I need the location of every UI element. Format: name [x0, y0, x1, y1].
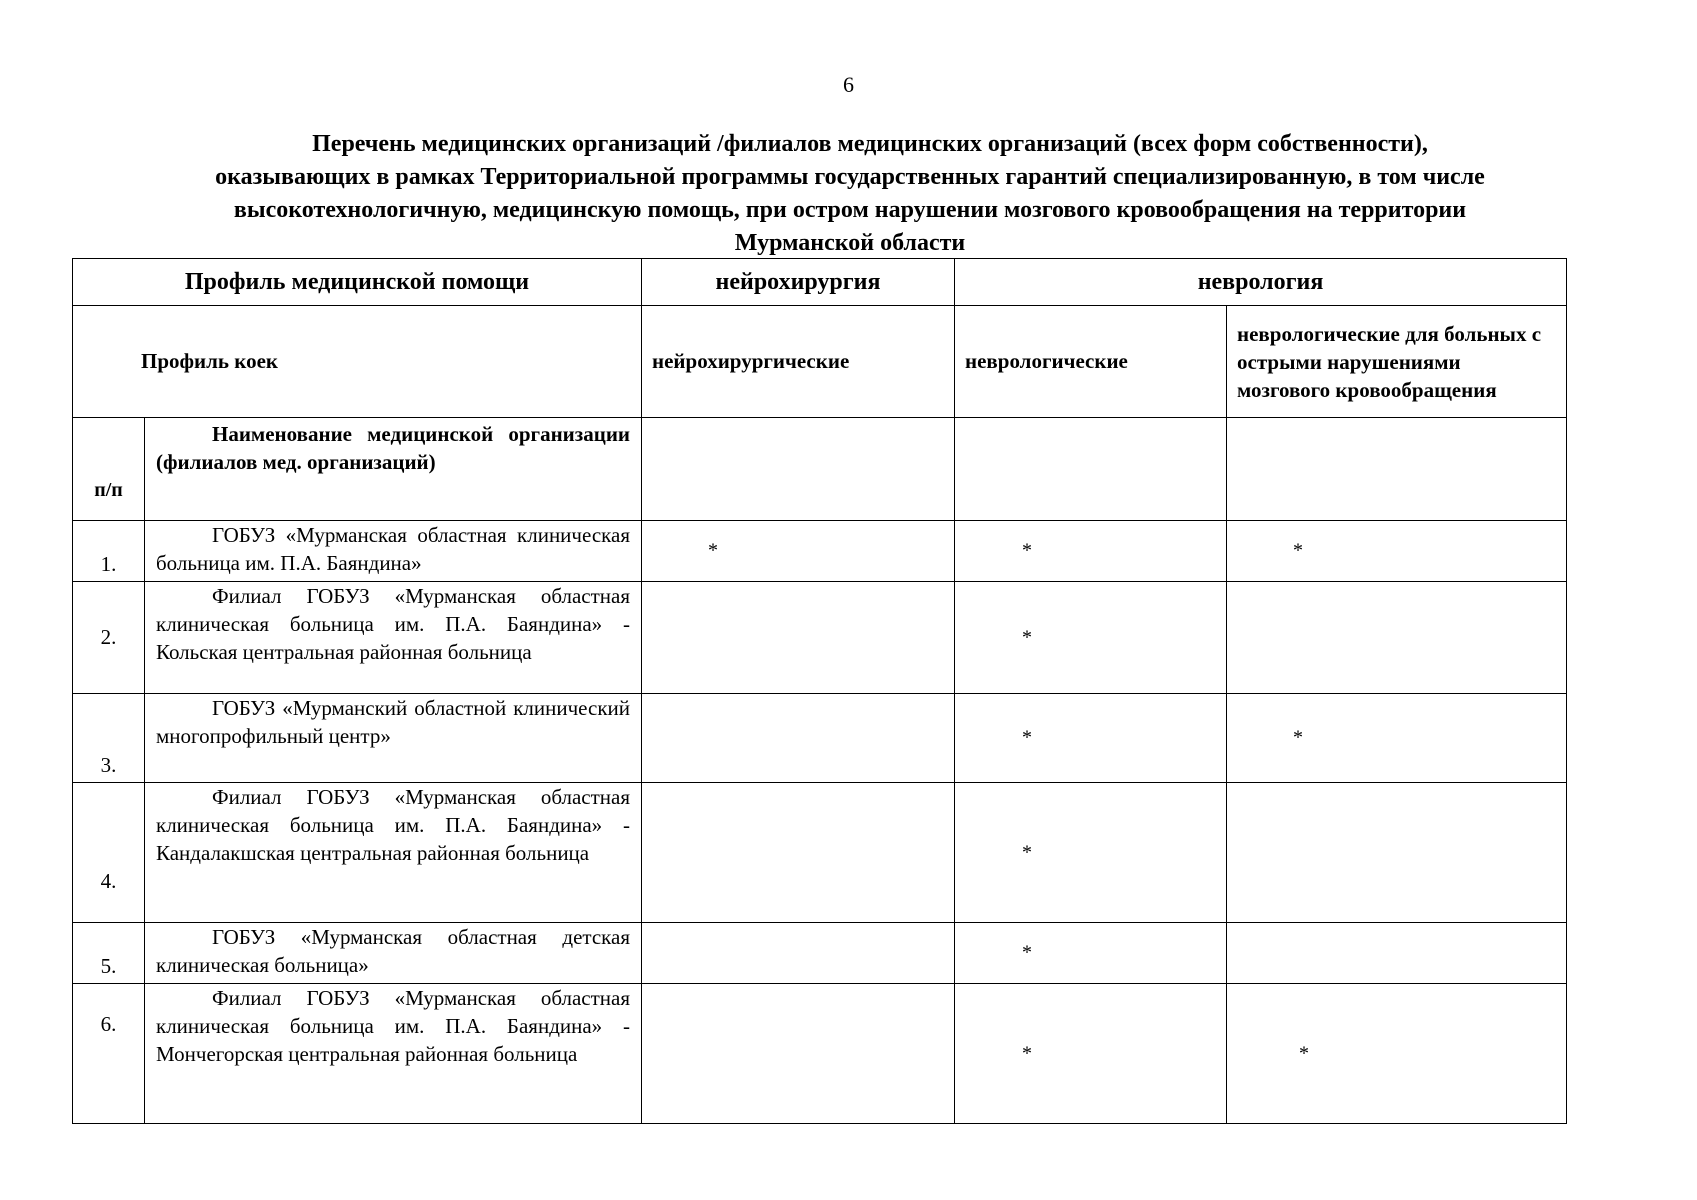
title-line-2: оказывающих в рамках Территориальной программы государственных гарантий специализированную, в том числе — [215, 164, 1485, 190]
neurological-mark: * — [1022, 941, 1033, 964]
table-row — [73, 521, 1567, 582]
row-number: 4. — [73, 783, 145, 923]
neurological-mark: * — [1022, 1042, 1033, 1064]
row-number: 6. — [73, 984, 145, 1124]
neurological-mark: * — [1022, 726, 1033, 749]
name-column-header — [145, 418, 642, 521]
neurosurgical-mark: * — [708, 539, 719, 562]
row-number: 5. — [73, 923, 145, 984]
row-number: 3. — [73, 694, 145, 783]
table-row — [73, 984, 1567, 1124]
acute-stroke-mark-cell — [1227, 694, 1567, 783]
neurosurgical-mark-cell — [642, 694, 955, 783]
neurosurgical-mark-cell — [642, 984, 955, 1124]
neurological-mark-cell — [955, 923, 1227, 984]
neurological-mark-cell — [955, 984, 1227, 1124]
neurosurgical-mark-cell — [642, 783, 955, 923]
neurological-mark: * — [1022, 841, 1033, 863]
neurological-mark-cell — [955, 521, 1227, 582]
title-line-3: высокотехнологичную, медицинскую помощь, при остром нарушении мозгового кровообращения на территории — [233, 197, 1467, 223]
organization-name-text: Филиал ГОБУЗ «Мурманская областная клиническая больница им. П.А. Баяндина» - Кандалакшская центральная районная больница — [156, 785, 631, 865]
table-row — [73, 582, 1567, 694]
empty-cell — [1227, 418, 1567, 521]
profile-header-neurosurgery: нейрохирургия — [642, 259, 955, 306]
organization-name-text: ГОБУЗ «Мурманский областной клинический многопрофильный центр» — [156, 696, 631, 748]
neurological-mark-cell — [955, 694, 1227, 783]
table-row — [73, 923, 1567, 984]
organization-name — [145, 582, 642, 694]
beds-header-acute-stroke: неврологические для больных с острыми нарушениями мозгового кровообращения — [1227, 306, 1567, 418]
neurological-mark: * — [1022, 539, 1033, 562]
acute-stroke-mark-cell — [1227, 984, 1567, 1124]
acute-stroke-mark: * — [1293, 726, 1304, 749]
acute-stroke-mark-cell — [1227, 923, 1567, 984]
title-line-4: Мурманской области — [734, 230, 966, 256]
empty-cell — [955, 418, 1227, 521]
organization-name-text: ГОБУЗ «Мурманская областная детская клиническая больница» — [156, 925, 631, 977]
neurological-mark: * — [1022, 626, 1033, 648]
empty-cell — [642, 418, 955, 521]
page-number: 6 — [843, 72, 854, 97]
table-row — [73, 694, 1567, 783]
organization-name — [145, 521, 642, 582]
neurological-mark-cell — [955, 582, 1227, 694]
organizations-table — [72, 258, 1567, 1124]
document-title — [90, 128, 1610, 260]
acute-stroke-mark: * — [1299, 1042, 1310, 1064]
row-number: 2. — [73, 582, 145, 694]
table-row — [73, 783, 1567, 923]
beds-header-neurological: неврологические — [955, 306, 1227, 418]
acute-stroke-mark-cell — [1227, 521, 1567, 582]
organization-name — [145, 923, 642, 984]
beds-header-label: Профиль коек — [73, 306, 642, 418]
organization-name-text: Филиал ГОБУЗ «Мурманская областная клиническая больница им. П.А. Баяндина» - Мончегорская центральная районная больница — [156, 986, 631, 1066]
organization-name — [145, 984, 642, 1124]
columns-header-row — [73, 418, 1567, 521]
neurosurgical-mark-cell — [642, 923, 955, 984]
organization-name — [145, 694, 642, 783]
neurosurgical-mark-cell — [642, 582, 955, 694]
organization-name-text: ГОБУЗ «Мурманская областная клиническая больница им. П.А. Баяндина» — [156, 523, 631, 575]
row-number: 1. — [73, 521, 145, 582]
name-column-header-text: Наименование медицинской организации (филиалов мед. организаций) — [156, 422, 631, 474]
profile-header-label: Профиль медицинской помощи — [73, 259, 642, 306]
organization-name-text: Филиал ГОБУЗ «Мурманская областная клиническая больница им. П.А. Баяндина» - Кольская центральная районная больница — [156, 584, 631, 664]
profile-header-neurology: неврология — [955, 259, 1567, 306]
acute-stroke-mark: * — [1293, 539, 1304, 562]
acute-stroke-mark-cell — [1227, 783, 1567, 923]
beds-header-row — [73, 306, 1567, 418]
beds-header-neurosurgical: нейрохирургические — [642, 306, 955, 418]
title-line-1: Перечень медицинских организаций /филиалов медицинских организаций (всех форм собственности), — [312, 131, 1428, 157]
number-column-header: п/п — [73, 418, 145, 521]
neurosurgical-mark-cell — [642, 521, 955, 582]
organization-name — [145, 783, 642, 923]
neurological-mark-cell — [955, 783, 1227, 923]
acute-stroke-mark-cell — [1227, 582, 1567, 694]
profile-header-row — [73, 259, 1567, 306]
